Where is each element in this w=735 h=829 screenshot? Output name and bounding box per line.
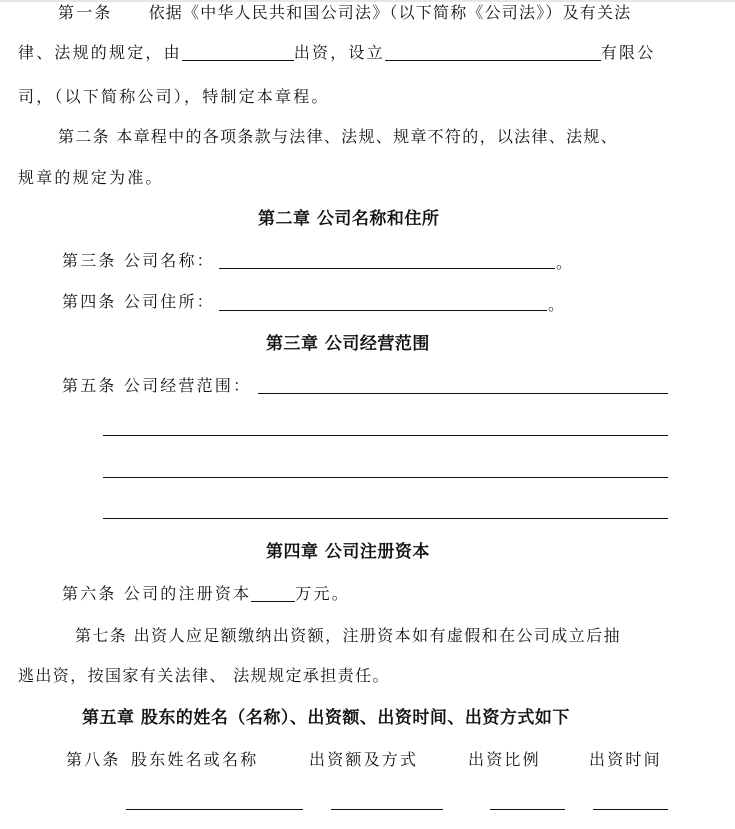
article-1-text-c: 有限公 [600,43,656,62]
shareholder-name-field[interactable] [126,809,303,810]
article-6-unit: 万元。 [295,584,350,603]
chapter-4-heading: 第四章 公司注册资本 [266,542,430,562]
chapter-5-heading: 第五章 股东的姓名（名称）、出资额、出资时间、出资方式如下 [82,708,570,728]
article-1-line-1 [58,3,631,23]
investor-blank[interactable] [182,44,294,61]
column-contribution-amount: 出资额及方式 [309,750,419,769]
article-2-line-1: 第二条 本章程中的各项条款与法律、法规、规章不符的，以法律、法规、 [58,127,618,146]
article-1-text-a: 律、法规的规定，由 [18,43,182,62]
page-top-border [0,0,735,2]
company-address-field[interactable] [219,310,547,311]
column-contribution-time: 出资时间 [589,750,662,769]
article-4-end: 。 [548,295,567,314]
article-5: 第五条 公司经营范围： [62,376,252,395]
contribution-amount-field[interactable] [331,809,443,810]
business-scope-field-1[interactable] [258,393,668,394]
article-7-line-2: 逃出资，按国家有关法律、 法规规定承担责任。 [18,666,390,685]
company-name-blank[interactable] [385,44,601,61]
column-contribution-ratio: 出资比例 [468,750,541,769]
article-3-end: 。 [556,253,575,272]
article-4 [62,292,215,312]
article-6 [62,584,350,604]
registered-capital-blank[interactable] [251,585,295,602]
article-1-line-3: 司，（以下简称公司），特制定本章程。 [18,87,330,106]
company-name-field[interactable] [219,268,555,269]
article-1-label: 第一条 [58,3,113,22]
article-1-text-b: 出资，设立 [293,43,385,62]
business-scope-field-4[interactable] [103,518,668,519]
article-1-text: 依据《中华人民共和国公司法》（以下简称《公司法》）及有关法 [148,3,632,22]
contribution-time-field[interactable] [593,809,668,810]
article-8-label: 第八条 [66,750,121,769]
article-1-line-2 [18,43,655,63]
article-6-label: 第六条 公司的注册资本 [62,584,252,603]
contribution-ratio-field[interactable] [490,809,565,810]
column-shareholder-name: 股东姓名或名称 [131,750,259,769]
chapter-3-heading: 第三章 公司经营范围 [266,334,430,354]
business-scope-field-3[interactable] [103,477,668,478]
chapter-2-heading: 第二章 公司名称和住所 [258,209,440,229]
article-3 [62,251,215,271]
article-7-line-1: 第七条 出资人应足额缴纳出资额，注册资本如有虚假和在公司成立后抽 [75,626,621,645]
business-scope-field-2[interactable] [103,435,668,436]
article-2-line-2: 规章的规定为准。 [18,168,164,187]
article-3-label: 第三条 公司名称： [62,251,215,270]
article-4-label: 第四条 公司住所： [62,292,215,311]
